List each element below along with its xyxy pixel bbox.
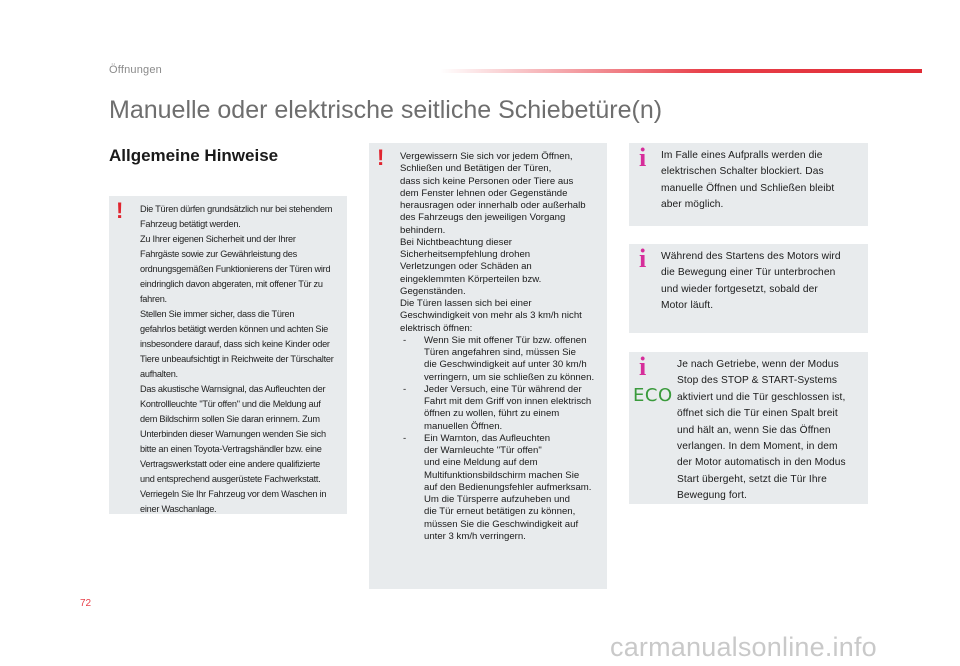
info-icon: i: [639, 143, 647, 172]
list-item-text: Ein Warnton, das Aufleuchten der Warnleuchte "Tür offen" und eine Meldung auf dem Multifunktionsbildschirm machen Sie auf den Bedienungsfehler aufmerksam. Um die Türsperre aufzuheben und die Tür erneut betätigen zu können, müssen Sie die Geschwindigkeit auf unter 3 km/h verringern.: [424, 432, 592, 542]
info-box-collision: [629, 143, 868, 226]
speed-restriction-list: [400, 335, 605, 543]
general-notes-heading: Allgemeine Hinweise: [109, 146, 279, 165]
info-box-engine-start-text: Während des Startens des Motors wird die Bewegung einer Tür unterbrochen und wieder fortgesetzt, sobald der Motor läuft.: [661, 251, 841, 312]
page-number: 72: [80, 598, 92, 609]
info-icon: i: [639, 352, 647, 381]
info-box-stop-start: [629, 352, 868, 504]
warning-box-general: [109, 196, 347, 514]
page-title: Manuelle oder elektrische seitliche Schiebetüre(n): [109, 96, 663, 124]
watermark: carmanualsonline.info: [610, 632, 877, 662]
eco-icon: ECO: [633, 385, 673, 406]
info-box-stop-start-text: Je nach Getriebe, wenn der Modus Stop des STOP & START-Systems aktiviert und die Tür geschlossen ist, öffnet sich die Tür einen Spalt breit und hält an, wenn Sie das Öffnen verlangen. In dem Moment, in dem der Motor automatisch in den Modus Start übergeht, setzt die Tür Ihre Bewegung fort.: [677, 359, 846, 502]
warning-box-safety: [369, 143, 607, 589]
warning-box-safety-intro: Vergewissern Sie sich vor jedem Öffnen, Schließen und Betätigen der Türen, dass sich keine Personen oder Tiere aus dem Fenster lehnen oder Gegenstände herausragen oder innerhalb oder außerhalb des Fahrzeugs den jeweiligen Vorgang behindern. Bei Nichtbeachtung dieser Sicherheitsempfehlung drohen Verletzungen oder Schäden an eingeklemmten Körperteilen bzw. Gegenständen. Die Türen lassen sich bei einer Geschwindigkeit von mehr als 3 km/h nicht elektrisch öffnen:: [400, 151, 586, 334]
section-label: Öffnungen: [109, 64, 162, 76]
list-item: [400, 384, 605, 433]
header-accent-line: [440, 69, 922, 73]
info-box-engine-start: [629, 244, 868, 333]
warning-box-general-text: Die Türen dürfen grundsätzlich nur bei stehendem Fahrzeug betätigt werden. Zu Ihrer eigenen Sicherheit und der Ihrer Fahrgäste sowie zur Gewährleistung des ordnungsgemäßen Funktionierens der Türen wird eindringlich davon abgeraten, mit offener Tür zu fahren. Stellen Sie immer sicher, dass die Türen gefahrlos betätigt werden können und achten Sie insbesondere darauf, dass sich keine Kinder oder Tiere unbeaufsichtigt in Reichweite der Türschalter aufhalten. Das akustische Warnsignal, das Aufleuchten der Kontrollleuchte "Tür offen" und die Meldung auf dem Bildschirm sollen Sie daran erinnern. Zum Unterbinden dieser Warnungen wenden Sie sich bitte an einen Toyota-Vertragshändler bzw. eine Vertragswerkstatt oder eine andere qualifizierte und entsprechend ausgerüstete Fachwerkstatt. Verriegeln Sie Ihr Fahrzeug vor dem Waschen in einer Waschanlage.: [140, 204, 334, 514]
info-box-collision-text: Im Falle eines Aufpralls werden die elektrischen Schalter blockiert. Das manuelle Öffnen und Schließen bleibt aber möglich.: [661, 150, 835, 211]
list-dash: -: [403, 334, 407, 346]
list-item-text: Wenn Sie mit offener Tür bzw. offenen Türen angefahren sind, müssen Sie die Geschwindigkeit auf unter 30 km/h verringern, um sie schließen zu können.: [424, 334, 595, 383]
warning-icon: !: [377, 145, 385, 170]
list-item: [400, 433, 605, 543]
info-icon: i: [639, 244, 647, 273]
list-dash: -: [403, 383, 407, 395]
warning-icon: !: [116, 198, 124, 223]
list-item: [400, 335, 605, 384]
list-dash: -: [403, 432, 407, 444]
list-item-text: Jeder Versuch, eine Tür während der Fahrt mit dem Griff von innen elektrisch öffnen zu wollen, führt zu einem manuellen Öffnen.: [424, 383, 592, 432]
